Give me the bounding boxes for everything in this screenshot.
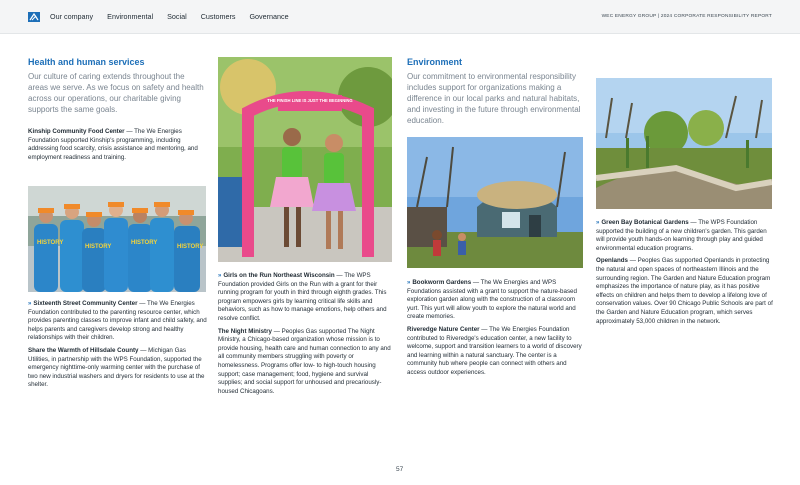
nav-environmental[interactable]: Environmental — [107, 12, 154, 21]
main-nav — [50, 12, 303, 21]
bookworm-yurt-photo — [407, 137, 583, 268]
hillsdale-text: — Michigan Gas Utilities, in partnership with the WPS Foundation, supported the emergency nighttime-only warming center with the purchase of two new industrial washers and dryers for residents to use at the shelter. — [28, 346, 205, 389]
openlands-title: Openlands — [596, 257, 628, 265]
kinship-block — [28, 128, 206, 166]
greenbay-title: Green Bay Botanical Gardens — [601, 219, 689, 226]
company-logo-icon[interactable] — [28, 12, 40, 22]
shirt-text-4: HISTORY — [177, 244, 204, 250]
girls-text: — The WPS Foundation provided Girls on the Run with a grant for their running program for youth in third through eighth grades. This program empowers girls by learning critical life skills and behaviors, such as how to manage emotions, help others and resolve conflict. — [218, 272, 387, 322]
riveredge-text: — The We Energies Foundation contributed to Riveredge's education center, a new facility to welcome, support and transition learners to a world of discovery and learning within a natural sanctuary. The center is a community hub where people can connect with others and access outdoor experiences. — [407, 325, 582, 376]
botanical-garden-photo — [596, 78, 772, 209]
openlands-text: — Peoples Gas supported Openlands in protecting the natural and open spaces of northeastern Illinois and the surrounding region. The Garden and Nature Education program emphasizes the importance of nature play, as it has positive effects on children and helps them to develop a lifelong love of conservation values. Over 90 Chicago Public Schools are part of the Garden and Nature Education program, which serves approximately 53,000 children in the network. — [596, 257, 773, 325]
shirt-text-1: HISTORY — [37, 240, 64, 246]
report-title: WEC ENERGY GROUP | 2024 CORPORATE RESPONSIBILITY REPORT — [601, 14, 772, 19]
volunteers-photo — [28, 186, 206, 292]
sixteenth-text: — The We Energies Foundation contributed to the parenting resource center, which provides parenting classes to improve infant and child safety, and helps parents and caregivers develop strong and healthy relationships with their children. — [28, 300, 207, 342]
top-navigation-bar — [0, 0, 800, 34]
shirt-text-2: HISTORY — [85, 244, 112, 250]
girls-night-block — [218, 272, 394, 400]
sixteenth-title: Sixteenth Street Community Center — [33, 300, 138, 307]
shirt-text-3: HISTORY — [131, 240, 158, 246]
arrow-icon: » — [28, 301, 32, 307]
girls-title: Girls on the Run Northeast Wisconsin — [223, 272, 335, 279]
nav-our-company[interactable]: Our company — [50, 12, 94, 21]
page-number: 57 — [396, 466, 404, 473]
hillsdale-title: Share the Warmth of Hillsdale County — [28, 346, 139, 354]
riveredge-title: Riveredge Nature Center — [407, 325, 480, 333]
arrow-icon: » — [218, 273, 222, 279]
nav-customers[interactable]: Customers — [200, 12, 236, 21]
bookworm-text: — The We Energies and WPS Foundations assisted with a grant to support the nature-based exploration garden along with the construction of a classroom yurt. This yurt will allow youth to explore the natural world and create memories. — [407, 279, 577, 321]
arrow-icon: » — [596, 220, 600, 226]
night-title: The Night Ministry — [218, 327, 272, 335]
nav-governance[interactable]: Governance — [249, 12, 289, 21]
girls-on-the-run-photo — [218, 57, 392, 262]
greenbay-text: — The WPS Foundation supported the building of a new children's garden. This garden will provide youth hands-on learning through play and guided environmental education programs. — [596, 219, 767, 252]
bookworm-title: Bookworm Gardens — [412, 279, 472, 286]
environment-section-title: Environment — [407, 57, 463, 67]
bookworm-riveredge-block — [407, 279, 587, 382]
kinship-text: — The We Energies Foundation supported Kinship's programming, including addressing food scarcity, crisis assistance and mentoring, and employment readiness and training. — [28, 128, 198, 161]
health-section-title: Health and human services — [28, 57, 145, 67]
kinship-title: Kinship Community Food Center — [28, 128, 125, 135]
health-section-intro: Our culture of caring extends throughout the areas we serve. As we focus on safety and health across our operations, our charitable giving supports the same goals. — [28, 72, 204, 114]
greenbay-openlands-block — [596, 219, 776, 330]
arrow-icon: » — [407, 280, 411, 286]
night-text: — Peoples Gas supported The Night Ministry, a Chicago-based organization whose mission is to provide housing, health care and human connection to any and all community members struggling with poverty or homelessness. Programs offer low- to high-touch housing support; case management; food, hygiene and survival supplies; and social support for unhoused and precariously-housed Chicagoans. — [218, 327, 391, 395]
sixteenth-hillsdale-block — [28, 300, 208, 394]
environment-section-intro: Our commitment to environmental responsibility includes support for organizations making a difference in our local parks and natural habitats, and investing in the future through environmental education. — [407, 72, 581, 125]
nav-social[interactable]: Social — [167, 12, 187, 21]
finish-banner-text: THE FINISH LINE IS JUST THE BEGINNING — [267, 98, 353, 103]
